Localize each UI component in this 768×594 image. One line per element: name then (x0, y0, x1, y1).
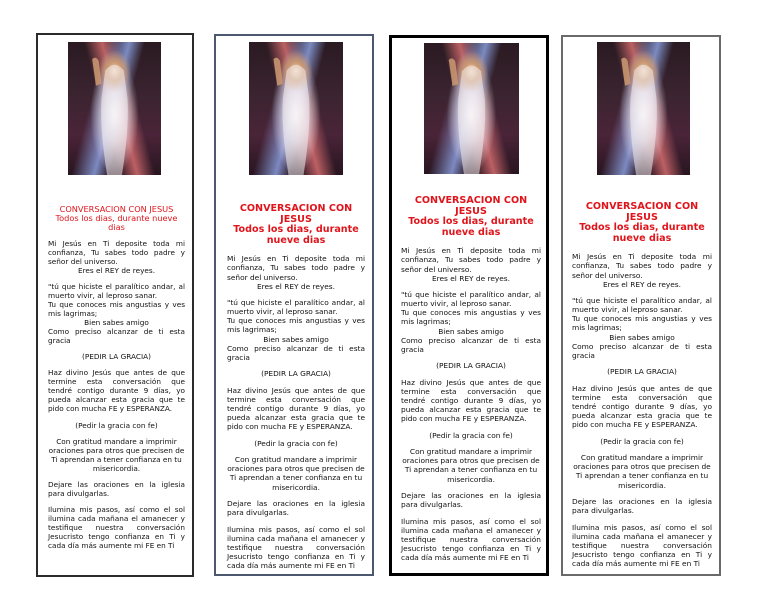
paragraph: Bien sabes amigo (609, 332, 675, 342)
divine-mercy-image (249, 42, 343, 175)
paragraph: Con gratitud mandare a imprimir oraciones para otros que precisen de Ti aprendan a tener confianza en tu misericordia. (402, 447, 540, 484)
paragraph: Haz divino Jesús que antes de que termine esta conversación que tendré contigo durante 9 días, yo pueda alcanzar esta gracia que te pido con mucha FE y ESPERANZA. (401, 377, 541, 424)
prayer-title: CONVERSACION CON JESUS Todos los dias, durante nueve dias (408, 195, 534, 239)
paragraph: "tú que hiciste el paralítico andar, al muerto vivir, al leproso sanar. (227, 298, 365, 317)
bookmark-card-3 (389, 35, 549, 576)
pedir-gracia-fe: (Pedir la gracia con fe) (600, 436, 684, 446)
paragraph: Tu que conoces mis angustias y ves mis lagrimas; (48, 299, 185, 318)
paragraph: Dejare las oraciones en la iglesia para divulgarlas. (572, 497, 712, 516)
paragraph: Bien sabes amigo (84, 317, 149, 327)
paragraph: "tú que hiciste el paralítico andar, al muerto vivir, al leproso sanar. (401, 290, 541, 309)
paragraph: "tú que hiciste el paralítico andar, al muerto vivir, al leproso sanar. (572, 296, 712, 315)
paragraph: Bien sabes amigo (263, 334, 329, 344)
paragraph: Eres el REY de reyes. (602, 279, 682, 289)
paragraph: Tu que conoces mis angustias y ves mis lagrimas; (227, 316, 365, 335)
paragraph: Con gratitud mandare a imprimir oraciones para otros que precisen de Ti aprendan a tener confianza en tu misericordia. (573, 453, 711, 490)
prayer-title: CONVERSACION CON JESUS Todos los dias, durante nueve dias (579, 201, 705, 245)
paragraph: Como preciso alcanzar de ti esta gracia (48, 326, 185, 345)
paragraph: Ilumina mis pasos, así como el sol ilumina cada mañana el amanecer y testifique nuestra conversación Jesucristo tengo confianza en Ti y cada día más aumente mi FE en Ti (227, 524, 365, 571)
paragraph: Mi Jesús en Ti deposite toda mi confianza, Tu sabes todo padre y señor del universo. (572, 252, 712, 280)
paragraph: Haz divino Jesús que antes de que termine esta conversación que tendré contigo durante 9 días, yo pueda alcanzar esta gracia que te pido con mucha FE y ESPERANZA. (48, 368, 185, 414)
paragraph: Con gratitud mandare a imprimir oraciones para otros que precisen de Ti aprendan a tener confianza en tu misericordia. (227, 455, 365, 492)
paragraph: Dejare las oraciones en la iglesia para divulgarlas. (48, 479, 185, 498)
bookmark-card-2 (214, 34, 374, 576)
paragraph: Eres el REY de reyes. (256, 281, 336, 291)
paragraph: Haz divino Jesús que antes de que termine esta conversación que tendré contigo durante 9 días, yo pueda alcanzar esta gracia que te pido con mucha FE y ESPERANZA. (572, 383, 712, 430)
paragraph: Tu que conoces mis angustias y ves mis lagrimas; (401, 308, 541, 327)
paragraph: Eres el REY de reyes. (77, 265, 156, 275)
prayer-title: CONVERSACION CON JESUS Todos los dias, durante nueve dias (233, 203, 359, 247)
paragraph: Bien sabes amigo (438, 326, 504, 336)
paragraph: Mi Jesús en Ti deposite toda mi confianza, Tu sabes todo padre y señor del universo. (401, 246, 541, 274)
paragraph: Mi Jesús en Ti deposite toda mi confianza, Tu sabes todo padre y señor del universo. (227, 254, 365, 282)
pedir-gracia-fe: (Pedir la gracia con fe) (75, 420, 158, 430)
pedir-gracia-fe: (Pedir la gracia con fe) (254, 438, 338, 448)
pedir-gracia: (PEDIR LA GRACIA) (436, 361, 506, 371)
paragraph: Como preciso alcanzar de ti esta gracia (572, 341, 712, 360)
paragraph: Dejare las oraciones en la iglesia para divulgarlas. (227, 499, 365, 518)
pedir-gracia: (PEDIR LA GRACIA) (82, 352, 151, 362)
divine-mercy-image (424, 43, 519, 174)
divine-mercy-image (68, 42, 161, 175)
divine-mercy-image (597, 42, 690, 175)
pedir-gracia-fe: (Pedir la gracia con fe) (429, 430, 513, 440)
paragraph: Ilumina mis pasos, así como el sol ilumina cada mañana el amanecer y testifique nuestra conversación Jesucristo tengo confianza en Ti y cada día más aumente mi FE en Ti (48, 505, 185, 551)
paragraph: Con gratitud mandare a imprimir oraciones para otros que precisen de Ti aprendan a tener confianza en tu misericordia. (48, 436, 185, 473)
pedir-gracia: (PEDIR LA GRACIA) (607, 367, 677, 377)
paragraph: Ilumina mis pasos, así como el sol ilumina cada mañana el amanecer y testifique nuestra conversación Jesucristo tengo confianza en Ti y cada día más aumente mi FE en Ti (572, 522, 712, 569)
paragraph: Mi Jesús en Ti deposite toda mi confianza, Tu sabes todo padre y señor del universo. (48, 238, 185, 266)
bookmark-card-1 (36, 33, 194, 577)
paragraph: Tu que conoces mis angustias y ves mis lagrimas; (572, 314, 712, 333)
paragraph: "tú que hiciste el paralítico andar, al muerto vivir, al leproso sanar. (48, 282, 185, 300)
pedir-gracia: (PEDIR LA GRACIA) (261, 369, 331, 379)
paragraph: Ilumina mis pasos, así como el sol ilumina cada mañana el amanecer y testifique nuestra conversación Jesucristo tengo confianza en Ti y cada día más aumente mi FE en Ti (401, 516, 541, 563)
bookmark-card-4 (561, 35, 721, 576)
paragraph: Como preciso alcanzar de ti esta gracia (401, 335, 541, 354)
paragraph: Como preciso alcanzar de ti esta gracia (227, 343, 365, 362)
paragraph: Haz divino Jesús que antes de que termine esta conversación que tendré contigo durante 9 días, yo pueda alcanzar esta gracia que te pido con mucha FE y ESPERANZA. (227, 385, 365, 432)
paragraph: Dejare las oraciones en la iglesia para divulgarlas. (401, 491, 541, 510)
prayer-title: CONVERSACION CON JESUS Todos los dias, durante nueve dias (55, 204, 178, 233)
paragraph: Eres el REY de reyes. (431, 273, 511, 283)
